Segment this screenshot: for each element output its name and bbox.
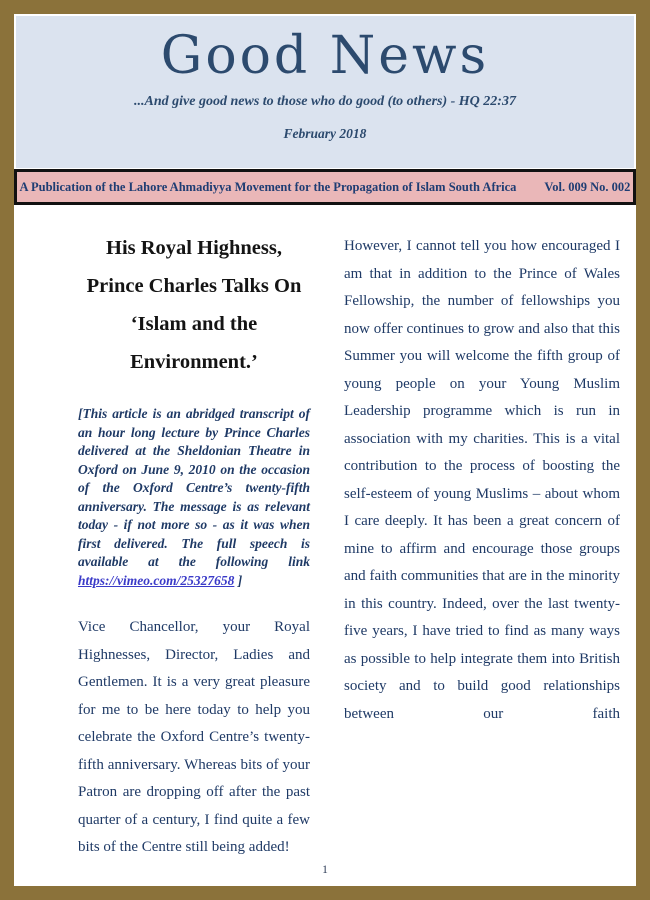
page-footer: [14, 864, 636, 886]
intro-text-after-link: ]: [234, 572, 243, 588]
publication-banner: [14, 169, 636, 205]
article-paragraph-right: However, I cannot tell you how encouraged I am that in addition to the Prince of Wales Fellowship, the number of fellowships you now offer continues to grow and also that this Summer you will welcome the fifth group of young people on your Young Muslim Leadership programme which is run in association with my charities. This is a vital contribution to the process of boosting the self-esteem of young Muslims – about whom I care deeply. It has been a great concern of mine to affirm and encourage those groups and faith communities that are in the minority in this country. Indeed, over the last twenty-five years, I have tried to find as many ways as possible to help integrate them into British society and to build good relationships between our faith: [344, 238, 620, 722]
masthead: [16, 16, 634, 168]
article-heading: His Royal Highness, Prince Charles Talks On ‘Islam and the Environment.’: [86, 237, 302, 373]
vimeo-link[interactable]: https://vimeo.com/25327658: [78, 572, 235, 588]
newsletter-tagline: ...And give good news to those who do good (to others) - HQ 22:37: [134, 94, 516, 109]
publication-line: A Publication of the Lahore Ahmadiyya Movement for the Propagation of Islam South Africa: [19, 179, 517, 194]
page-number: 1: [322, 864, 328, 876]
newsletter-title: Good News: [160, 26, 490, 86]
right-column: [344, 227, 620, 862]
issue-date: February 2018: [283, 126, 367, 141]
intro-text-before-link: [This article is an abridged transcript of an hour long lecture by Prince Charles delivered at the Sheldonian Theatre in Oxford on June 9, 2010 on the occasion of the Oxford Centre’s twenty-fifth anniversary. The message is as relevant today - if not more so - as it was when first delivered. The full speech is available at the following link: [78, 406, 310, 569]
article-columns: [14, 205, 636, 862]
article-intro-note: [78, 405, 310, 590]
volume-number: Vol. 009 No. 002: [544, 179, 631, 194]
article-paragraph-left: Vice Chancellor, your Royal Highnesses, Director, Ladies and Gentlemen. It is a very great pleasure for me to be here today to help you celebrate the Oxford Centre’s twenty-fifth anniversary. Whereas bits of your Patron are dropping off after the past quarter of a century, I find quite a few bits of the Centre still being added!: [78, 619, 310, 855]
newsletter-page: [14, 14, 636, 886]
left-column: [78, 227, 310, 862]
